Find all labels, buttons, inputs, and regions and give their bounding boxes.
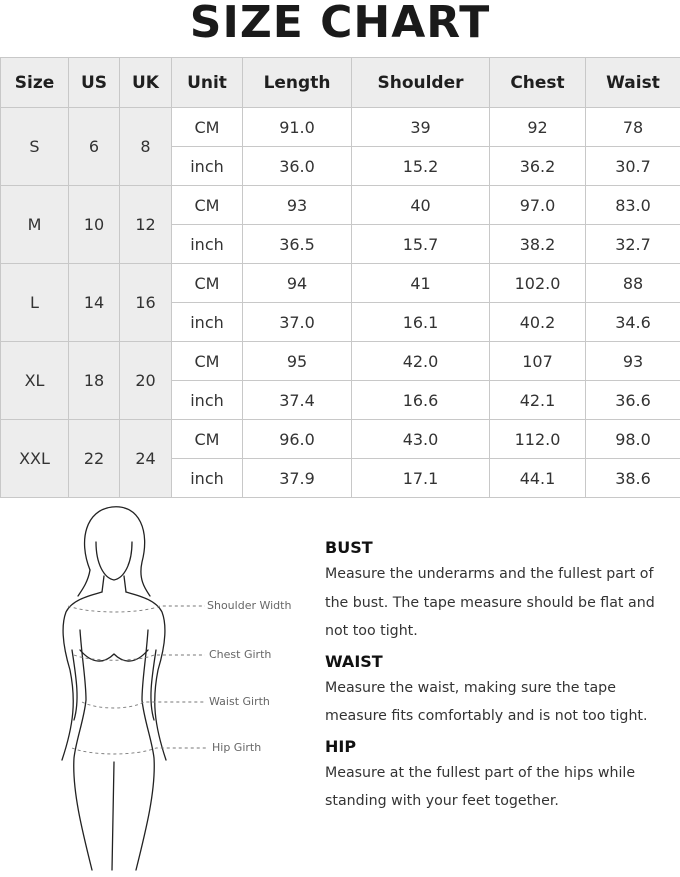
us-cell: 22 xyxy=(69,420,120,498)
uk-cell: 8 xyxy=(120,108,172,186)
us-cell: 10 xyxy=(69,186,120,264)
header-shoulder: Shoulder xyxy=(352,58,490,108)
body-measurement-figure xyxy=(0,500,320,873)
shoulder-cell: 41 xyxy=(352,264,490,303)
uk-cell: 20 xyxy=(120,342,172,420)
header-length: Length xyxy=(243,58,352,108)
chest-cell: 92 xyxy=(490,108,586,147)
shoulder-cell: 16.1 xyxy=(352,303,490,342)
unit-cell: CM xyxy=(172,264,243,303)
chest-cell: 44.1 xyxy=(490,459,586,498)
unit-cell: inch xyxy=(172,303,243,342)
measurement-guide xyxy=(325,536,670,820)
shoulder-cell: 42.0 xyxy=(352,342,490,381)
shoulder-cell: 16.6 xyxy=(352,381,490,420)
waist-instructions: Measure the waist, making sure the tape measure fits comfortably and is not too tight. xyxy=(325,674,670,731)
waist-heading: WAIST xyxy=(325,650,670,674)
bust-instructions: Measure the underarms and the fullest part of the bust. The tape measure should be flat and not too tight. xyxy=(325,560,670,646)
hip-girth-label: Hip Girth xyxy=(212,741,261,754)
uk-cell: 16 xyxy=(120,264,172,342)
header-chest: Chest xyxy=(490,58,586,108)
uk-cell: 12 xyxy=(120,186,172,264)
measurement-guides xyxy=(68,606,208,754)
unit-cell: CM xyxy=(172,108,243,147)
shoulder-cell: 40 xyxy=(352,186,490,225)
size-cell: XXL xyxy=(1,420,69,498)
shoulder-guide-line xyxy=(68,606,205,612)
uk-cell: 24 xyxy=(120,420,172,498)
header-waist: Waist xyxy=(586,58,680,108)
shoulder-width-label: Shoulder Width xyxy=(207,599,291,612)
length-cell: 37.9 xyxy=(243,459,352,498)
chest-cell: 42.1 xyxy=(490,381,586,420)
chest-cell: 107 xyxy=(490,342,586,381)
waist-cell: 98.0 xyxy=(586,420,680,459)
unit-cell: inch xyxy=(172,459,243,498)
length-cell: 91.0 xyxy=(243,108,352,147)
shoulder-cell: 17.1 xyxy=(352,459,490,498)
waist-cell: 78 xyxy=(586,108,680,147)
header-us: US xyxy=(69,58,120,108)
table-row xyxy=(1,264,680,303)
length-cell: 95 xyxy=(243,342,352,381)
size-chart-table xyxy=(0,57,680,498)
waist-cell: 83.0 xyxy=(586,186,680,225)
length-cell: 36.0 xyxy=(243,147,352,186)
header-uk: UK xyxy=(120,58,172,108)
hip-heading: HIP xyxy=(325,735,670,759)
header-unit: Unit xyxy=(172,58,243,108)
size-cell: M xyxy=(1,186,69,264)
chest-girth-label: Chest Girth xyxy=(209,648,271,661)
header-size: Size xyxy=(1,58,69,108)
length-cell: 37.0 xyxy=(243,303,352,342)
us-cell: 6 xyxy=(69,108,120,186)
length-cell: 94 xyxy=(243,264,352,303)
size-cell: S xyxy=(1,108,69,186)
unit-cell: CM xyxy=(172,420,243,459)
waist-cell: 34.6 xyxy=(586,303,680,342)
figure-outline xyxy=(62,507,166,870)
waist-cell: 88 xyxy=(586,264,680,303)
table-row xyxy=(1,108,680,147)
table-row xyxy=(1,420,680,459)
waist-cell: 93 xyxy=(586,342,680,381)
chest-cell: 40.2 xyxy=(490,303,586,342)
bust-heading: BUST xyxy=(325,536,670,560)
chest-cell: 97.0 xyxy=(490,186,586,225)
hip-guide-line xyxy=(72,748,208,754)
length-cell: 93 xyxy=(243,186,352,225)
chest-cell: 36.2 xyxy=(490,147,586,186)
waist-cell: 38.6 xyxy=(586,459,680,498)
chest-cell: 38.2 xyxy=(490,225,586,264)
waist-cell: 32.7 xyxy=(586,225,680,264)
shoulder-cell: 43.0 xyxy=(352,420,490,459)
waist-girth-label: Waist Girth xyxy=(209,695,270,708)
hip-instructions: Measure at the fullest part of the hips while standing with your feet together. xyxy=(325,759,670,816)
unit-cell: CM xyxy=(172,342,243,381)
chest-cell: 102.0 xyxy=(490,264,586,303)
table-header-row xyxy=(1,58,680,108)
unit-cell: inch xyxy=(172,147,243,186)
unit-cell: CM xyxy=(172,186,243,225)
shoulder-cell: 39 xyxy=(352,108,490,147)
page-title: SIZE CHART xyxy=(0,0,680,50)
length-cell: 96.0 xyxy=(243,420,352,459)
table-row xyxy=(1,342,680,381)
us-cell: 14 xyxy=(69,264,120,342)
shoulder-cell: 15.2 xyxy=(352,147,490,186)
table-row xyxy=(1,186,680,225)
size-cell: L xyxy=(1,264,69,342)
unit-cell: inch xyxy=(172,225,243,264)
shoulder-cell: 15.7 xyxy=(352,225,490,264)
waist-cell: 30.7 xyxy=(586,147,680,186)
length-cell: 37.4 xyxy=(243,381,352,420)
chest-cell: 112.0 xyxy=(490,420,586,459)
size-cell: XL xyxy=(1,342,69,420)
us-cell: 18 xyxy=(69,342,120,420)
waist-cell: 36.6 xyxy=(586,381,680,420)
woman-silhouette-illustration xyxy=(0,500,320,873)
length-cell: 36.5 xyxy=(243,225,352,264)
unit-cell: inch xyxy=(172,381,243,420)
